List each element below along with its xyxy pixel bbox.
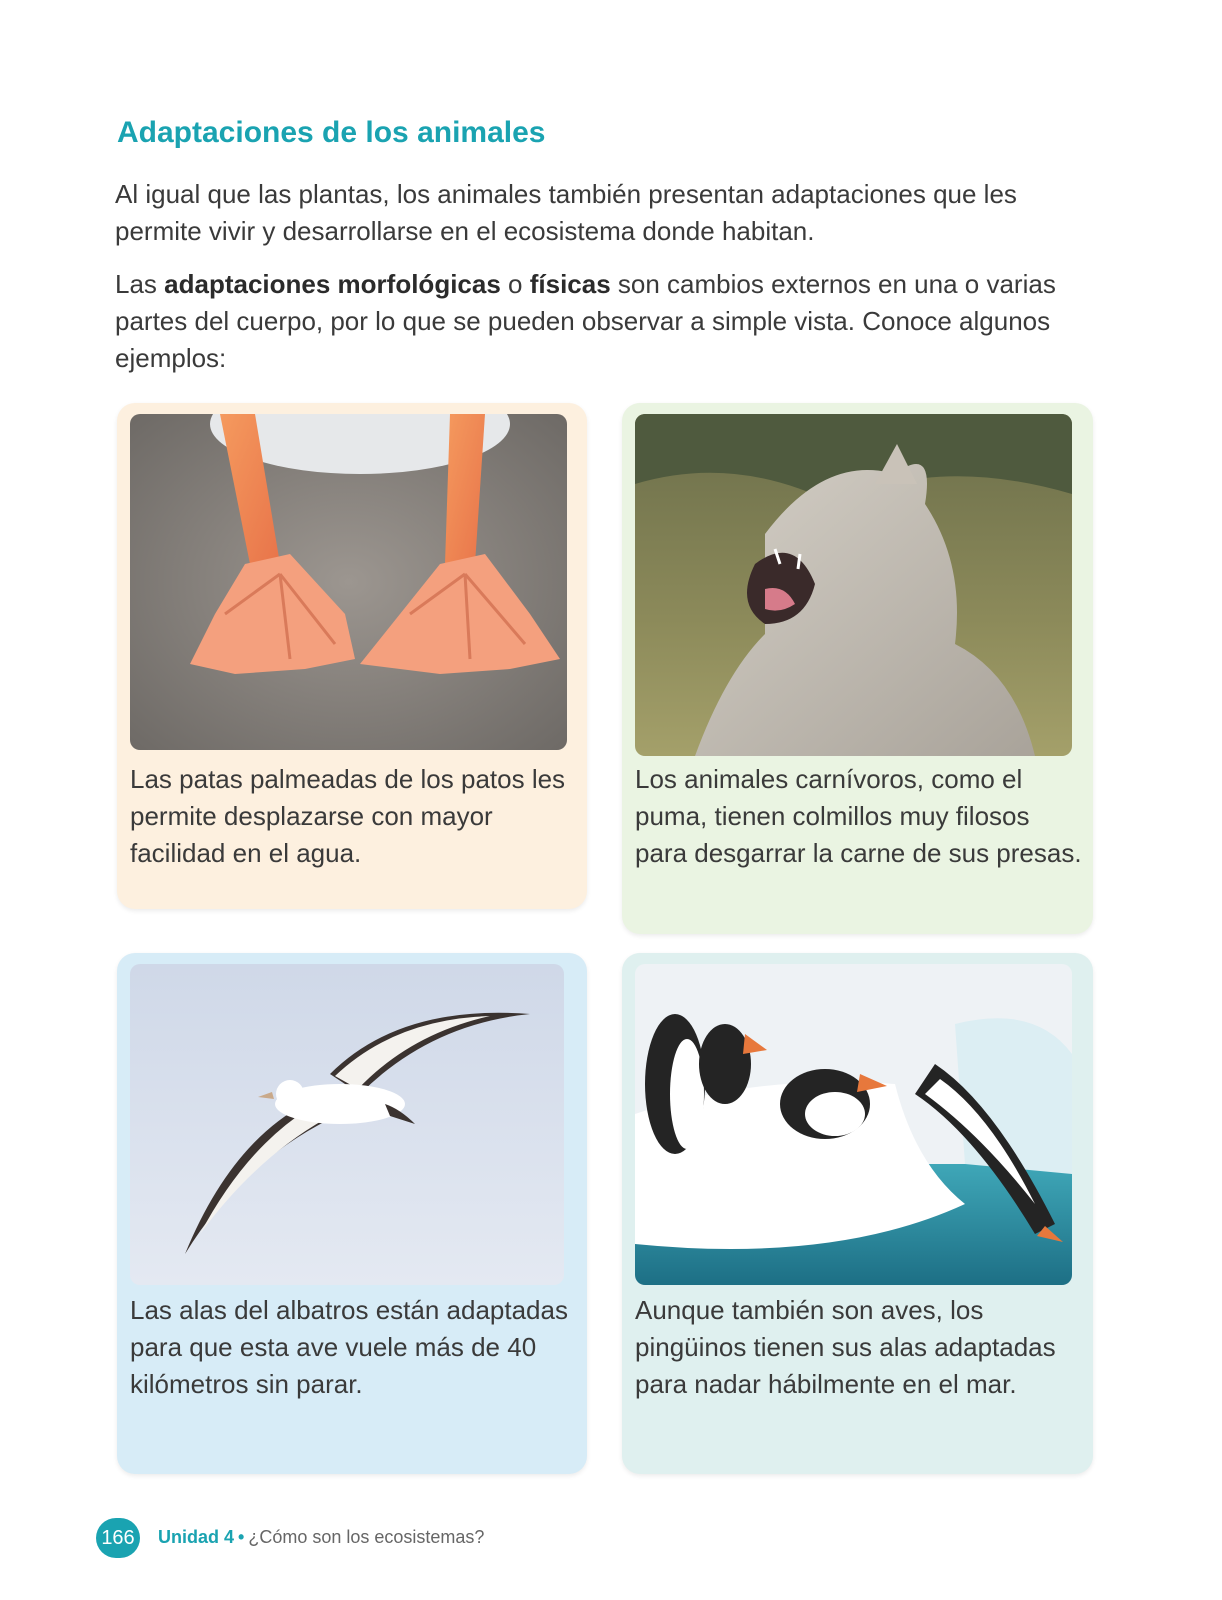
chapter-title: ¿Cómo son los ecosistemas? bbox=[248, 1527, 485, 1547]
intro-paragraph: Al igual que las plantas, los animales también presentan adaptaciones que les permite vivir y desarrollarse en el ecosistema donde habitan. bbox=[115, 179, 1017, 246]
card-penguins bbox=[622, 953, 1093, 1474]
card-albatross bbox=[117, 953, 587, 1474]
card-puma-caption: Los animales carnívoros, como el puma, tienen colmillos muy filosos para desgarrar la carne de sus presas. bbox=[635, 764, 1082, 868]
unit-label: Unidad 4 bbox=[158, 1527, 235, 1547]
card-puma bbox=[622, 403, 1093, 934]
card-penguins-caption: Aunque también son aves, los pingüinos tienen sus alas adaptadas para nadar hábilmente en el mar. bbox=[635, 1295, 1056, 1399]
footer-separator: • bbox=[238, 1527, 245, 1547]
penguins-photo bbox=[635, 964, 1072, 1285]
term-morphological: adaptaciones morfológicas bbox=[164, 269, 501, 299]
section-title: Adaptaciones de los animales bbox=[117, 116, 546, 149]
definition-pre: Las bbox=[115, 269, 165, 299]
page-number: 166 bbox=[96, 1518, 140, 1558]
duck-feet-photo bbox=[130, 414, 567, 750]
definition-post: son cambios externos en una o varias partes del cuerpo, por lo que se pueden observar a simple vista. Conoce algunos ejemplos: bbox=[115, 269, 1056, 373]
definition-mid: o bbox=[500, 269, 530, 299]
definition-paragraph bbox=[115, 266, 1075, 377]
card-duck bbox=[117, 403, 587, 909]
term-physical: físicas bbox=[529, 269, 611, 299]
card-duck-caption: Las patas palmeadas de los patos les permite desplazarse con mayor facilidad en el agua. bbox=[130, 764, 566, 868]
card-albatross-caption: Las alas del albatros están adaptadas para que esta ave vuele más de 40 kilómetros sin parar. bbox=[130, 1295, 568, 1399]
puma-photo bbox=[635, 414, 1072, 756]
albatross-photo bbox=[130, 964, 564, 1285]
footer-unit bbox=[158, 1527, 484, 1548]
